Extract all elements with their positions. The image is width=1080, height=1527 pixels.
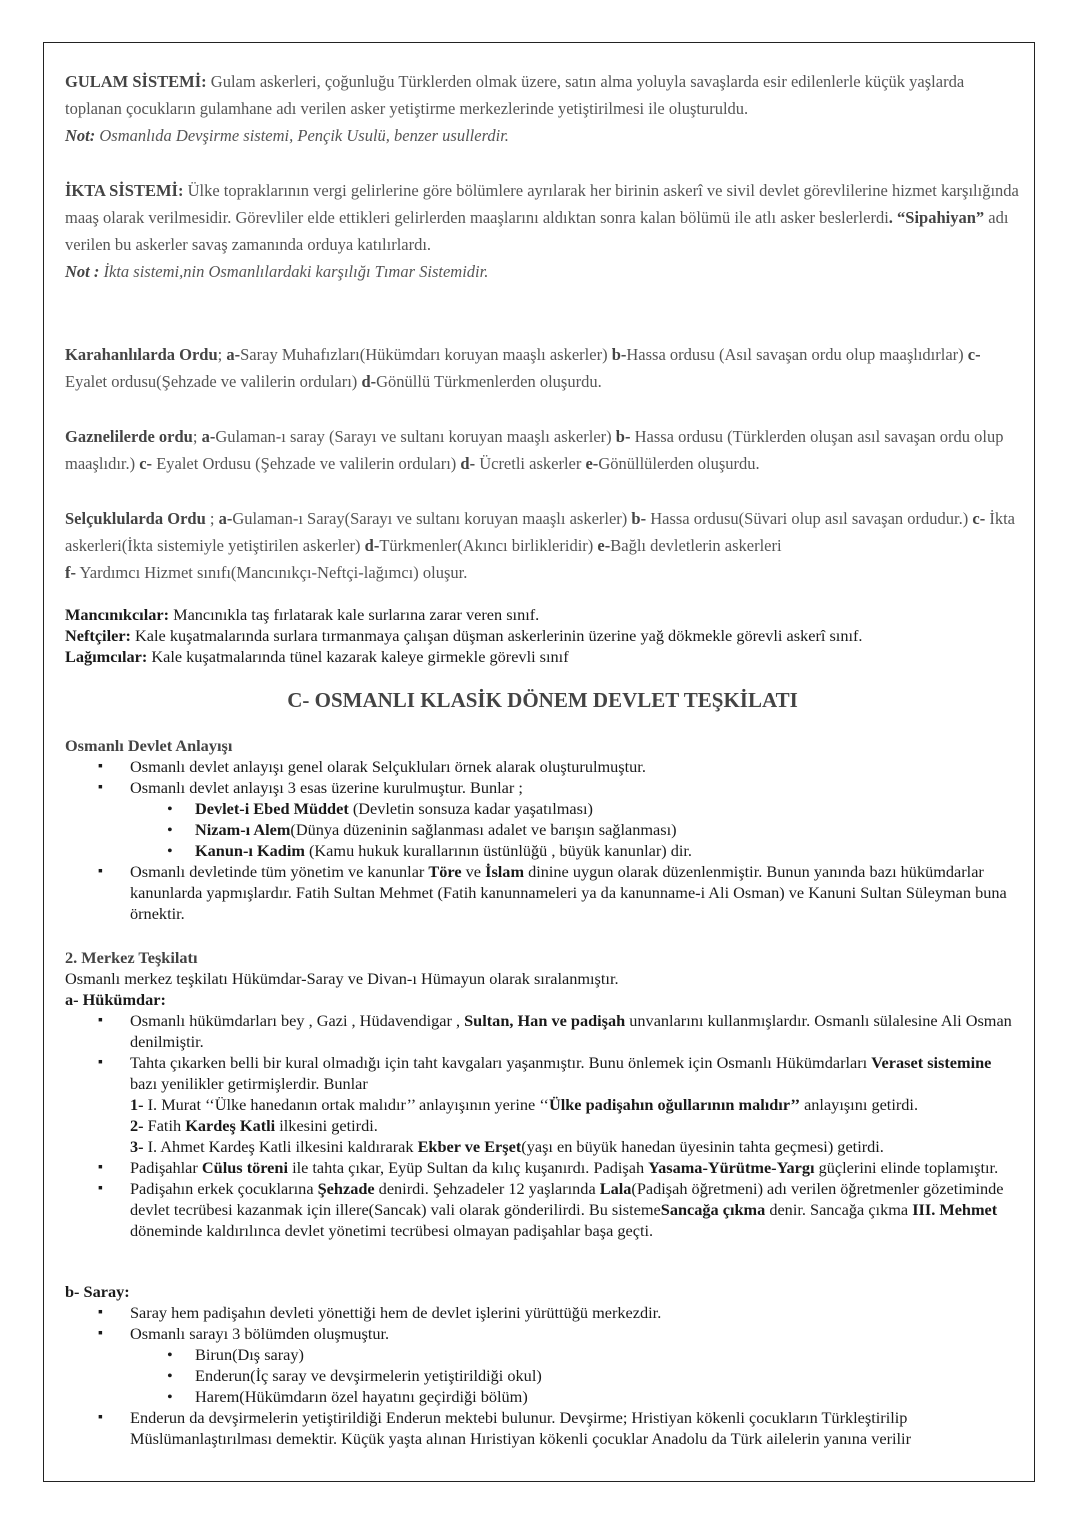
term-desc: (Dünya düzeninin sağlanması adalet ve barışın sağlanması) [290,820,677,839]
term: Devlet-i Ebed Müddet [195,799,349,818]
item-text: Hassa ordusu(Süvari olup asıl savaşan ordudur.) [646,509,973,528]
selcuklu-section [65,505,1020,586]
text: ilkesini getirdi. [275,1116,378,1135]
numbered-item-1 [130,1094,1020,1115]
text: dinine uygun olarak düzenlenmiştir. Bunun yanında bazı hükümdarlar kanunlarda yapmışlardır. Fatih Sultan Mehmet (Fatih kanunnameleri ya da kanunname-i Ali Osman) ve Kanuni Sultan Süleyman buna örnektir. [130,862,1007,923]
text: I. Ahmet Kardeş Katli ilkesini kaldırarak [143,1137,418,1156]
item-text: Yardımcı Hizmet sınıfı(Mancınıkçı-Neftçi-lağımcı) oluşur. [76,563,468,582]
term: Nizam-ı Alem [195,820,291,839]
term-desc: (Devletin sonsuza kadar yaşatılması) [348,799,593,818]
hukumdar-heading: a- Hükümdar: [65,990,166,1009]
saray-heading: b- Saray: [65,1282,130,1301]
bold-text: Veraset sistemine [871,1053,992,1072]
item-letter: e- [585,454,599,473]
item-letter: a- [226,345,241,364]
text: anlayışını getirdi. [800,1095,919,1114]
item-text: Hassa ordusu (Asıl savaşan ordu olup maaşlıdırlar) [626,345,968,364]
number: 3- [130,1137,144,1156]
text: güçlerini elinde toplamıştır. [814,1158,999,1177]
list-item [65,777,1020,798]
devlet-anlayisi-section [65,735,1020,924]
text: unvanlarını kullanmışlardır. Osmanlı sülalesine Ali Osman denilmiştir. [130,1011,1012,1051]
text: döneminde kaldırılınca devlet yönetimi tecrübesi olmayan padişahlar başa geçti. [130,1221,654,1240]
text: I. Murat ‘‘Ülke hanedanın ortak malıdır’’ anlayışının yerine ‘‘ [143,1095,549,1114]
saray-bolum-list [65,1344,1020,1407]
definitions [65,604,1020,667]
text: (yaşı en büyük hanedan üyesinin tahta geçmesi) getirdi. [521,1137,884,1156]
text: denir. Sancağa çıkma [765,1200,913,1219]
item-text: Türkmenler(Akıncı birlikleridir) [379,536,598,555]
item-text: Gulaman-ı Saray(Sarayı ve sultanı koruyan maaşlı askerler) [232,509,632,528]
item-letter: f- [65,563,76,582]
item-text: Ücretli askerler [475,454,586,473]
item-letter: d- [361,372,377,391]
merkez-teskilati-section [65,947,1020,1241]
esas-list [65,798,1020,861]
bold-text: İslam [485,862,525,881]
text: ve [461,862,486,881]
definition-mancinikci [65,604,1020,625]
item-letter: c- [967,345,981,364]
selcuklu-heading: Selçuklularda Ordu [65,509,206,528]
text: Tahta çıkarken belli bir kural olmadığı için taht kavgaları yaşanmıştır. Bunu önlemek için Osmanlı Hükümdarları [130,1053,872,1072]
ikta-text-2: adı verilen bu askerler savaş zamanında orduya katılırlardı. [65,208,1009,254]
gulam-note-text: Osmanlıda Devşirme sistemi, Pençik Usulü, benzer usullerdir. [95,126,509,145]
gazneli-section [65,423,1020,477]
sep: ; [192,427,202,446]
definition-neftci [65,625,1020,646]
ikta-note-label: Not : [65,262,100,281]
number: 2- [130,1116,144,1135]
devlet-anlayisi-heading: Osmanlı Devlet Anlayışı [65,736,233,755]
list-item [65,1010,1020,1052]
ikta-text-1: Ülke topraklarının vergi gelirlerine göre bölümlere ayrılarak her birinin askerî ve sivil devlet görevlilerine hizmet karşılığında maaş olarak verilmesidir. Görevliler elde ettikleri gelirlerden maaşlarını aldıktan sonra kalan bölümü ile atlı asker beslerlerdi [65,181,1019,227]
bold-text: Sancağa çıkma [660,1200,766,1219]
list-item [65,861,1020,924]
bold-text: Töre [428,862,462,881]
list-item [65,1178,1020,1241]
item-letter: c- [972,509,986,528]
list-item-text: Osmanlı devlet anlayışı 3 esas üzerine kurulmuştur. Bunlar ; [130,778,523,797]
list-item: • Birun(Dış saray) [65,1344,1020,1365]
saray-list [65,1302,1020,1344]
karahanli-section [65,341,1020,395]
item-text: Bağlı devletlerin askerleri [610,536,782,555]
bold-text: Sultan, Han ve padişah [464,1011,626,1030]
list-item: ▪ Osmanlı sarayı 3 bölümden oluşmuştur. [65,1323,1020,1344]
merkez-heading: 2. Merkez Teşkilatı [65,948,198,967]
item-text: Saray Muhafızları(Hükümdarı koruyan maaşlı askerler) [240,345,612,364]
item-text: Eyalet ordusu(Şehzade ve valilerin orduları) [65,372,362,391]
list-item: • Enderun(İç saray ve devşirmelerin yetiştirildiği okul) [65,1365,1020,1386]
item-letter: b- [611,345,627,364]
term-desc: (Kamu hukuk kurallarının üstünlüğü , büyük kanunlar) dir. [304,841,693,860]
definition-text: Mancınıkla taş fırlatarak kale surlarına zarar veren sınıf. [169,605,540,624]
bold-text: Cülus töreni [201,1158,288,1177]
text: ile tahta çıkar, Eyüp Sultan da kılıç kuşanırdı. Padişah [288,1158,649,1177]
numbered-item-3 [130,1136,1020,1157]
merkez-intro: Osmanlı merkez teşkilatı Hükümdar-Saray ve Divan-ı Hümayun olarak sıralanmıştır. [65,969,619,988]
anlayis-list [65,756,1020,798]
hukumdar-list [65,1010,1020,1241]
term: Kanun-ı Kadim [195,841,305,860]
text: Padişahın erkek çocuklarına [130,1179,318,1198]
bold-text: III. Mehmet [912,1200,998,1219]
list-item [65,1157,1020,1178]
bold-text: Yasama-Yürütme-Yargı [648,1158,815,1177]
definition-lagimci [65,646,1020,667]
item-letter: c- [139,454,153,473]
ikta-note-text: İkta sistemi,nin Osmanlılardaki karşılığı Tımar Sistemidir. [99,262,489,281]
item-text: Eyalet Ordusu (Şehzade ve valilerin orduları) [152,454,461,473]
list-item: ▪ Saray hem padişahın devleti yönettiği hem de devlet işlerini yürüttüğü merkezdir. [65,1302,1020,1323]
saray-list-2 [65,1407,1020,1449]
definition-label: Mancınıkcılar: [65,605,170,624]
text: (Padişah öğretmeni) adı verilen öğretmenler gözetiminde devlet tecrübesi kazanmak için illere(Sancak) vali olarak gönderilirdi. Bu sisteme [130,1179,1004,1219]
ikta-sipahiyan: . “Sipahiyan” [888,208,985,227]
item-text: Gönüllülerden oluşurdu. [598,454,760,473]
item-text: Gulaman-ı saray (Sarayı ve sultanı koruyan maaşlı askerler) [215,427,616,446]
list-item [65,1052,1020,1157]
list-item [65,840,1020,861]
bold-text: Ekber ve Erşet [417,1137,522,1156]
list-item: ▪ Enderun da devşirmelerin yetiştirildiği Enderun mektebi bulunur. Devşirme; Hristiyan kökenli çocukların Türkleştirilip Müslümanlaştırılması demektir. Küçük yaşta alınan Hıristiyan kökenli çocuklar Anadolu da Türk ailelerin yanına verilir [65,1407,1020,1449]
gulam-note-label: Not: [65,126,96,145]
bold-text: Ülke padişahın oğullarının malıdır’’ [548,1095,800,1114]
list-item [65,819,1020,840]
list-item: ▪ Osmanlı devlet anlayışı genel olarak Selçukluları örnek alarak oluşturulmuştur. [65,756,1020,777]
text: Osmanlı devletinde tüm yönetim ve kanunlar [130,862,429,881]
section-title: C- OSMANLI KLASİK DÖNEM DEVLET TEŞKİLATI [287,688,798,712]
list-item [65,798,1020,819]
sep: ; [217,345,227,364]
sep: ; [205,509,219,528]
list-item: • Harem(Hükümdarın özel hayatını geçirdiği bölüm) [65,1386,1020,1407]
item-letter: a- [201,427,216,446]
text: Fatih [143,1116,186,1135]
text: bazı yenilikler getirmişlerdir. Bunlar [130,1074,368,1093]
item-letter: a- [218,509,233,528]
saray-section [65,1281,1020,1449]
numbered-item-2 [130,1115,1020,1136]
bold-text: Lala [599,1179,632,1198]
item-letter: b- [615,427,631,446]
item-letter: e- [597,536,611,555]
bold-text: Kardeş Katli [185,1116,276,1135]
bold-text: Şehzade [317,1179,375,1198]
item-text: Hassa ordusu (Türklerden oluşan asıl savaşan ordu olup maaşlıdır.) [65,427,1004,473]
definition-label: Neftçiler: [65,626,131,645]
gulam-text: Gulam askerleri, çoğunluğu Türklerden olmak üzere, satın alma yoluyla savaşlarda esir edilenlerle küçük yaşlarda toplanan çocukların gulamhane adı verilen asker yetiştirme merkezlerinde yetiştirilmesi ile oluşturuldu. [65,72,965,118]
item-text: İkta askerleri(İkta sistemiyle yetiştirilen askerler) [65,509,1015,555]
karahanli-heading: Karahanlılarda Ordu [65,345,218,364]
definition-text: Kale kuşatmalarında tünel kazarak kaleye girmekle görevli sınıf [147,647,569,666]
item-text: Gönüllü Türkmenlerden oluşurdu. [376,372,602,391]
item-letter: d- [460,454,476,473]
item-letter: b- [631,509,647,528]
ikta-section [65,177,1020,285]
item-letter: d- [364,536,380,555]
text: denirdi. Şehzadeler 12 yaşlarında [374,1179,600,1198]
anlayis-list-2 [65,861,1020,924]
text: Padişahlar [130,1158,202,1177]
definition-label: Lağımcılar: [65,647,148,666]
gazneli-heading: Gaznelilerde ordu [65,427,193,446]
definition-text: Kale kuşatmalarında surlara tırmanmaya çalışan düşman askerlerinin üzerine yağ dökmekle görevli askerî sınıf. [130,626,863,645]
gulam-heading: GULAM SİSTEMİ: [65,72,207,91]
number: 1- [130,1095,144,1114]
ikta-heading: İKTA SİSTEMİ: [65,181,184,200]
text: Osmanlı hükümdarları bey , Gazi , Hüdavendigar , [130,1011,465,1030]
gulam-section [65,68,1020,149]
